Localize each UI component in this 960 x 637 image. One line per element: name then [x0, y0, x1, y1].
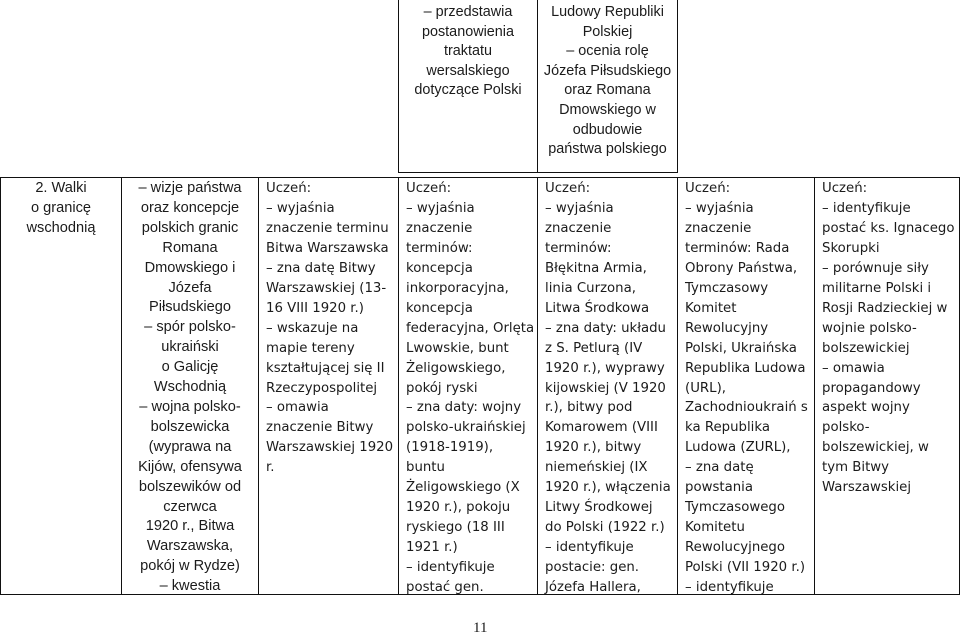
level1-cell: Uczeń: – wyjaśnia znaczenie terminu Bitwa Warszawska – zna datę Bitwy Warszawskiej (13- 16 VIII 1920 r.) – wskazuje na mapie tereny kształtującej się II Rzeczypospolitej – omawia znaczenie Bitwy Warszawskiej 1920 r. — [266, 181, 394, 476]
topic-cell: 2. Walki o granicę wschodnią — [26, 180, 96, 236]
table-border — [398, 172, 678, 173]
table-border — [0, 177, 1, 595]
table-border — [258, 177, 259, 595]
level5-cell: Uczeń: – identyfikuje postać ks. Ignacego Skorupki – porównuje siły militarne Polski i Rosji Radzieckiej w wojnie polsko- bolszewickiej – omawia propagandowy aspekt wojny polsko- bolszewickiej, w tym Bitwy Warszawskiej — [822, 181, 955, 496]
level2-cell: Uczeń: – wyjaśnia znaczenie terminów: koncepcja inkorporacyjna, koncepcja federacyjna, Orlęta Lwowskie, bunt Żeligowskiego, pokój ryski – zna daty: wojny polsko-ukraińskiej (1918-1919), buntu Żeligowskiego (X 1920 r.), pokoju ryskiego (18 III 1921 r.) – identyfikuje postać gen. — [406, 181, 535, 596]
top-cell-col5: Ludowy Republiki Polskiej – ocenia rolę Józefa Piłsudskiego oraz Romana Dmowskiego w odbudowie państwa polskiego — [543, 4, 672, 158]
top-cell-col4: – przedstawia postanowienia traktatu wersalskiego dotyczące Polski — [414, 4, 522, 99]
table-border — [398, 177, 399, 595]
level4-cell: Uczeń: – wyjaśnia znaczenie terminów: Rada Obrony Państwa, Tymczasowy Komitet Rewolucyjny Polski, Ukraińska Republika Ludowa (URL), Zachodnioukraiń s ka Republika Ludowa (ZURL), – zna datę powstania Tymczasowego Komitetu Rewolucyjnego Polski (VII 1920 r.) – identyfikuje — [685, 181, 808, 596]
level3-cell: Uczeń: – wyjaśnia znaczenie terminów: Błękitna Armia, linia Curzona, Litwa Środkowa – zna daty: układu z S. Petlurą (IV 1920 r.), wyprawy kijowskiej (V 1920 r.), bitwy pod Komarowem (VIII 1920 r.), bitwy niemeńskiej (IX 1920 r.), włączenia Litwy Środkowej do Polski (1922 r.) – identyfikuje postacie: gen. Józefa Hallera, — [545, 181, 671, 596]
table-border — [677, 0, 678, 172]
table-border — [814, 177, 815, 595]
table-border — [537, 177, 538, 595]
content-cell: – wizje państwa oraz koncepcje polskich granic Romana Dmowskiego i Józefa Piłsudskiego – spór polsko- ukraiński o Galicję Wschodnią – wojna polsko- bolszewicka (wyprawa na Kijów, ofensywa bolszewików od czerwca 1920 r., Bitwa Warszawska, pokój w Rydze) – kwestia — [138, 180, 242, 595]
page-number: 11 — [473, 620, 488, 636]
table-border — [677, 177, 678, 595]
table-border — [0, 177, 960, 178]
